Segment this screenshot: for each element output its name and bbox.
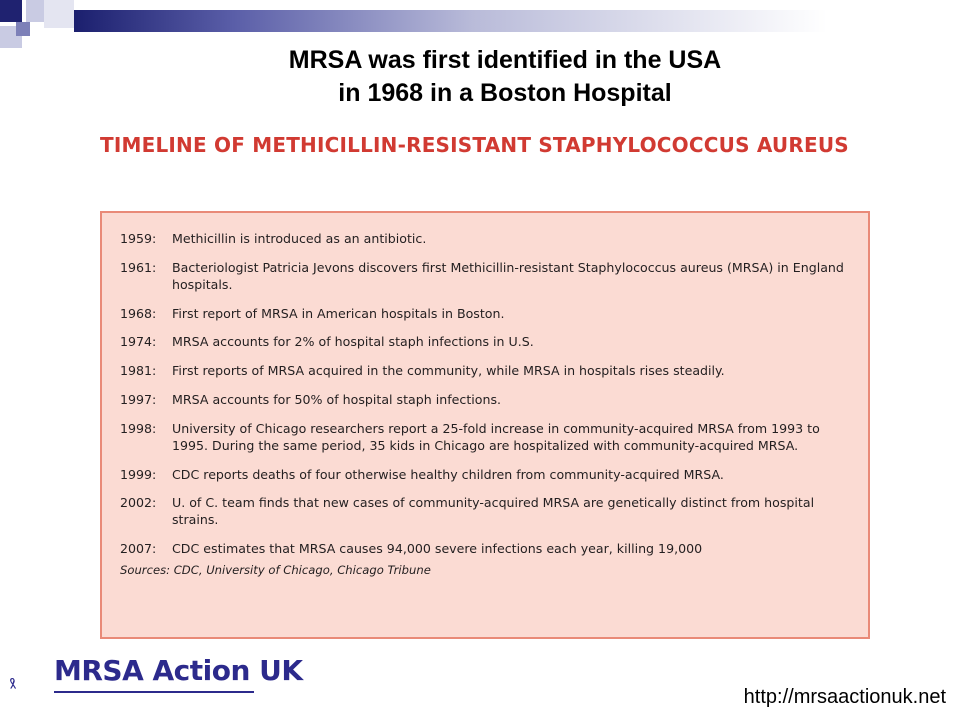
- entry-year: 1998:: [120, 420, 157, 436]
- timeline-entry: [120, 540, 850, 557]
- entry-year: 1959:: [120, 231, 157, 246]
- entry-text: CDC estimates that MRSA causes 94,000 severe infections each year, killing 19,000: [172, 541, 703, 557]
- entry-text: U. of C. team finds that new cases of community-acquired MRSA are genetically distinct from hospital strains.: [172, 495, 815, 528]
- slide-title: [0, 44, 960, 110]
- slide-title-line-1: MRSA was first identified in the USA: [288, 46, 722, 74]
- timeline-entry: [120, 391, 850, 408]
- timeline-entry: [120, 494, 850, 528]
- entry-year: 1968:: [120, 305, 157, 321]
- title-gradient-bar: [74, 10, 960, 32]
- timeline-entry: [120, 420, 850, 454]
- corner-square-mid: [44, 0, 74, 28]
- timeline-box: [100, 211, 870, 639]
- entry-year: 2007:: [120, 541, 157, 557]
- entry-year: 1981:: [120, 363, 157, 379]
- corner-square-mid-2: [16, 22, 30, 36]
- corner-square-navy: [0, 0, 22, 22]
- timeline-entry: [120, 305, 850, 322]
- slide-title-line-2: in 1968 in a Boston Hospital: [338, 79, 672, 107]
- sources-note: Sources: CDC, University of Chicago, Chicago Tribune: [120, 562, 431, 577]
- logo-wordmark: MRSA Action UK: [54, 654, 303, 687]
- timeline-entry: [120, 259, 850, 293]
- timeline-entry: [120, 333, 850, 350]
- timeline-entry: [120, 466, 850, 483]
- entry-year: 1961:: [120, 259, 157, 275]
- ribbon-icon: [8, 650, 54, 716]
- entry-text: University of Chicago researchers report a 25-fold increase in community-acquired MRSA from 1993 to 1995. During the same period, 35 kids in Chicago are hospitalized with community-acquired MRSA.: [172, 420, 820, 453]
- entry-year: 1997:: [120, 391, 157, 407]
- entry-text: First report of MRSA in American hospitals in Boston.: [172, 305, 505, 321]
- timeline-heading: TIMELINE OF METHICILLIN-RESISTANT STAPHYLOCOCCUS AUREUS: [100, 133, 849, 157]
- logo-underline: [54, 691, 254, 693]
- entry-text: Bacteriologist Patricia Jevons discovers first Methicillin-resistant Staphylococcus aureus (MRSA) in England hospitals.: [172, 259, 844, 292]
- timeline-entry: [120, 230, 850, 247]
- entry-text: MRSA accounts for 2% of hospital staph infections in U.S.: [172, 334, 534, 350]
- entry-text: MRSA accounts for 50% of hospital staph infections.: [172, 391, 502, 407]
- site-url[interactable]: http://mrsaactionuk.net: [743, 686, 946, 708]
- entry-text: CDC reports deaths of four otherwise healthy children from community-acquired MRSA.: [172, 466, 724, 482]
- entry-text: First reports of MRSA acquired in the community, while MRSA in hospitals rises steadily.: [172, 363, 725, 379]
- entry-year: 1974:: [120, 334, 157, 350]
- entry-year: 2002:: [120, 495, 157, 511]
- entry-year: 1999:: [120, 466, 157, 482]
- entry-text: Methicillin is introduced as an antibiotic.: [172, 231, 427, 246]
- timeline-entry: [120, 362, 850, 379]
